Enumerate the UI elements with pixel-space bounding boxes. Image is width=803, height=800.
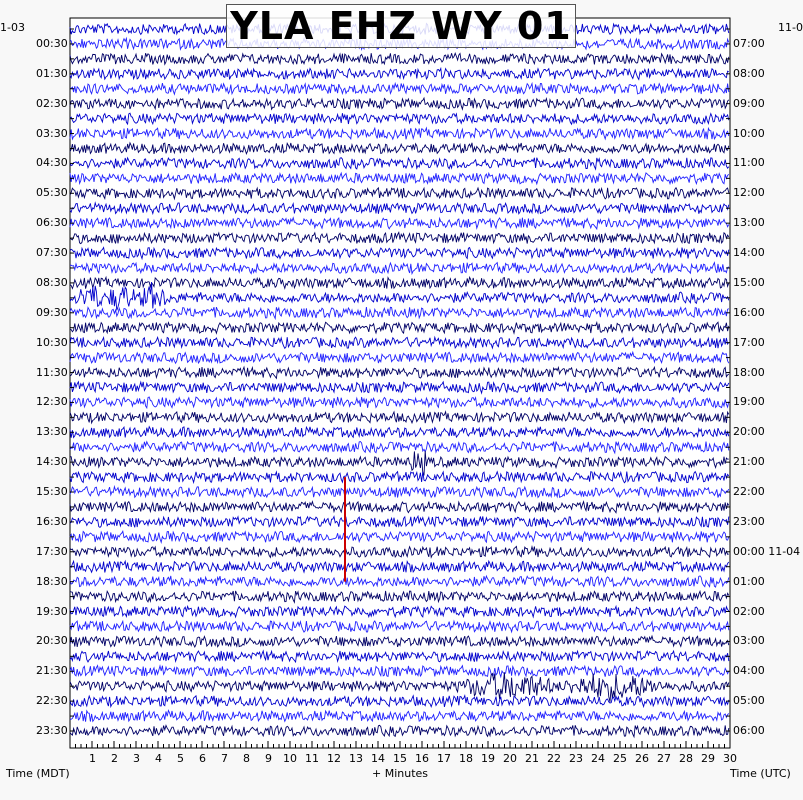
trace-39 [70, 606, 729, 617]
x-tick-label: 10 [283, 752, 297, 765]
trace-42 [70, 651, 729, 662]
left-time-label: 12:30 [36, 395, 68, 409]
left-time-label: 18:30 [36, 574, 68, 588]
right-time-label: 02:00 [733, 604, 765, 618]
left-time-label: 00:30 [36, 36, 68, 50]
trace-6 [70, 113, 729, 124]
left-time-label: 15:30 [36, 485, 68, 499]
x-tick-label: 20 [503, 752, 517, 765]
trace-17 [70, 277, 729, 288]
right-time-label: 19:00 [733, 395, 765, 409]
x-axis-label: + Minutes [372, 767, 429, 780]
right-time-label: 04:00 [733, 664, 765, 678]
trace-27 [70, 427, 729, 438]
right-time-label: 07:00 [733, 36, 765, 50]
x-tick-label: 30 [723, 752, 737, 765]
left-time-label: 05:30 [36, 186, 68, 200]
x-tick-label: 15 [393, 752, 407, 765]
right-time-label: 21:00 [733, 455, 765, 469]
x-tick-label: 7 [221, 752, 228, 765]
trace-7 [70, 128, 729, 139]
left-time-label: 07:30 [36, 246, 68, 260]
left-time-label: 14:30 [36, 455, 68, 469]
right-time-label: 05:00 [733, 694, 765, 708]
right-time-label: 13:00 [733, 216, 765, 230]
x-tick-label: 1 [89, 752, 96, 765]
right-date-label: 11-0 [778, 21, 803, 34]
x-tick-label: 2 [111, 752, 118, 765]
chart-title: YLA EHZ WY 01 [226, 4, 576, 48]
right-time-label: 03:00 [733, 634, 765, 648]
trace-4 [70, 83, 729, 94]
x-tick-label: 9 [265, 752, 272, 765]
right-time-label: 12:00 [733, 186, 765, 200]
trace-31 [70, 487, 729, 498]
x-tick-label: 25 [613, 752, 627, 765]
trace-3 [70, 69, 729, 80]
right-time-label: 15:00 [733, 275, 765, 289]
left-time-label: 09:30 [36, 305, 68, 319]
trace-20 [70, 322, 729, 333]
right-time-label: 23:00 [733, 514, 765, 528]
trace-13 [70, 218, 729, 229]
left-time-label: 16:30 [36, 514, 68, 528]
right-time-label: 06:00 [733, 724, 765, 737]
x-tick-label: 5 [177, 752, 184, 765]
trace-47 [70, 725, 729, 736]
trace-23 [70, 367, 729, 378]
trace-16 [70, 263, 729, 274]
trace-19 [70, 307, 729, 318]
left-time-label: 13:30 [36, 425, 68, 439]
x-tick-label: 13 [349, 752, 363, 765]
trace-22 [70, 352, 729, 363]
left-time-label: 23:30 [36, 724, 68, 737]
right-time-label: 09:00 [733, 96, 765, 110]
trace-30 [70, 472, 729, 483]
left-time-label: 20:30 [36, 634, 68, 648]
trace-35 [70, 546, 729, 557]
trace-8 [70, 143, 729, 154]
right-time-label: 08:00 [733, 66, 765, 80]
trace-37 [70, 576, 729, 587]
trace-25 [70, 397, 729, 408]
trace-9 [70, 158, 729, 169]
left-axis-label: Time (MDT) [6, 767, 70, 780]
left-time-label: 10:30 [36, 335, 68, 349]
right-time-label: 16:00 [733, 305, 765, 319]
trace-38 [70, 591, 729, 602]
x-tick-label: 23 [569, 752, 583, 765]
left-time-label: 11:30 [36, 365, 68, 379]
x-tick-label: 16 [415, 752, 429, 765]
trace-33 [70, 516, 729, 527]
x-tick-label: 12 [327, 752, 341, 765]
right-time-label: 14:00 [733, 246, 765, 260]
trace-21 [70, 337, 729, 348]
trace-43 [70, 666, 729, 677]
left-time-label: 19:30 [36, 604, 68, 618]
right-time-label: 17:00 [733, 335, 765, 349]
trace-45 [70, 696, 729, 707]
right-time-label: 18:00 [733, 365, 765, 379]
trace-36 [70, 561, 729, 572]
trace-41 [70, 636, 729, 647]
x-tick-label: 3 [133, 752, 140, 765]
plot-frame [70, 18, 730, 748]
trace-29 [70, 451, 729, 475]
right-time-label: 20:00 [733, 425, 765, 439]
trace-24 [70, 382, 729, 393]
x-tick-label: 17 [437, 752, 451, 765]
x-tick-label: 26 [635, 752, 649, 765]
trace-14 [70, 233, 729, 244]
trace-15 [70, 248, 729, 259]
left-time-label: 06:30 [36, 216, 68, 230]
trace-40 [70, 621, 729, 632]
trace-11 [70, 188, 729, 199]
trace-12 [70, 203, 729, 214]
x-tick-label: 27 [657, 752, 671, 765]
trace-32 [70, 502, 729, 513]
trace-28 [70, 442, 729, 453]
x-tick-label: 28 [679, 752, 693, 765]
trace-26 [70, 412, 729, 423]
x-tick-label: 19 [481, 752, 495, 765]
x-tick-label: 21 [525, 752, 539, 765]
x-tick-label: 24 [591, 752, 605, 765]
x-tick-label: 8 [243, 752, 250, 765]
left-time-label: 03:30 [36, 126, 68, 140]
left-date-label: 1-03 [0, 21, 25, 34]
right-time-label: 01:00 [733, 574, 765, 588]
right-time-label: 22:00 [733, 485, 765, 499]
trace-46 [70, 710, 729, 721]
left-time-label: 22:30 [36, 694, 68, 708]
left-time-label: 01:30 [36, 66, 68, 80]
left-time-label: 17:30 [36, 544, 68, 558]
left-time-label: 21:30 [36, 664, 68, 678]
x-tick-label: 14 [371, 752, 385, 765]
x-tick-label: 4 [155, 752, 162, 765]
trace-2 [70, 53, 729, 64]
trace-5 [70, 98, 729, 109]
x-tick-label: 18 [459, 752, 473, 765]
x-tick-label: 22 [547, 752, 561, 765]
right-time-label: 10:00 [733, 126, 765, 140]
right-time-label: 11:00 [733, 156, 765, 170]
right-time-label: 00:00 11-04 [733, 544, 801, 558]
x-tick-label: 11 [305, 752, 319, 765]
left-time-label: 02:30 [36, 96, 68, 110]
x-tick-label: 6 [199, 752, 206, 765]
trace-34 [70, 531, 729, 542]
left-time-label: 04:30 [36, 156, 68, 170]
right-axis-label: Time (UTC) [730, 767, 791, 780]
trace-10 [70, 173, 729, 184]
left-time-label: 08:30 [36, 275, 68, 289]
x-tick-label: 29 [701, 752, 715, 765]
